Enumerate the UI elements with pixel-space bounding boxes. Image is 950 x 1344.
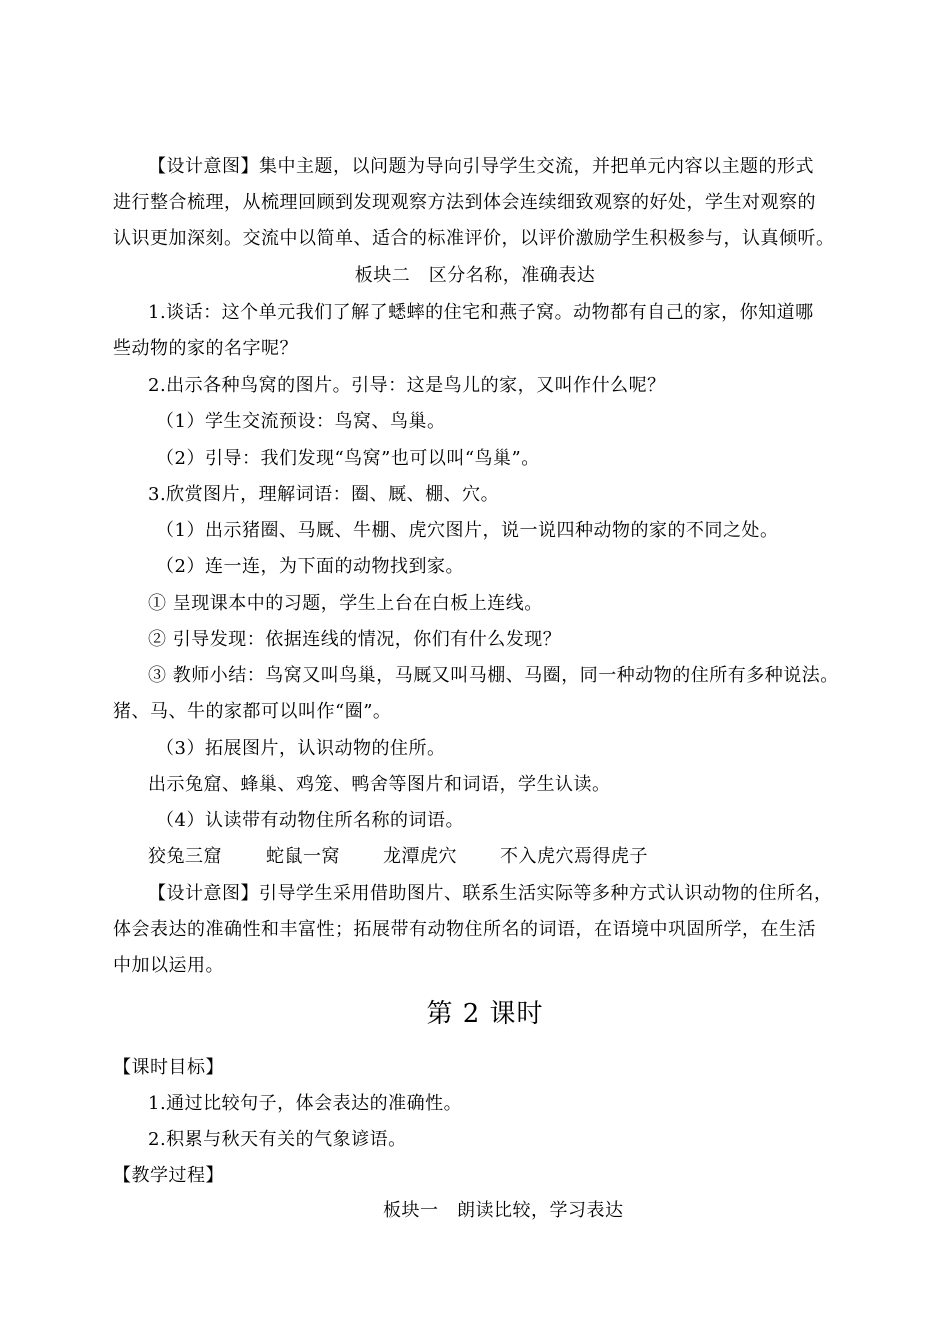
idiom: 不入虎穴焉得虎子: [500, 846, 648, 867]
step-2: 2.出示各种鸟窝的图片。引导：这是鸟儿的家，又叫作什么呢？: [148, 375, 666, 396]
lesson-goal-1: 1.通过比较句子，体会表达的准确性。: [148, 1093, 463, 1114]
step-1-line-2: 些动物的家的名字呢？: [113, 338, 298, 359]
block-2-heading: 板块二 区分名称，准确表达: [354, 265, 596, 286]
block-1-heading: 板块一 朗读比较，学习表达: [383, 1200, 624, 1221]
step-3-sub-3: （3）拓展图片，认识动物的住所。: [156, 738, 446, 759]
design-intent-1-line-3: 认识更加深刻。交流中以简单、适合的标准评价，以评价激励学生积极参与，认真倾听。: [113, 228, 835, 249]
circled-step-1: ① 呈现课本中的习题，学生上台在白板上连线。: [148, 593, 543, 614]
design-intent-2-line-3: 中加以运用。: [113, 955, 224, 976]
lesson-goals-heading: 【课时目标】: [113, 1057, 224, 1078]
lesson-goal-2: 2.积累与秋天有关的气象谚语。: [148, 1129, 407, 1150]
lesson-2-title: 第 2 课时: [426, 999, 544, 1029]
design-intent-2-line-1: 【设计意图】引导学生采用借助图片、联系生活实际等多种方式认识动物的住所名，: [148, 883, 833, 904]
teaching-process-heading: 【教学过程】: [113, 1165, 224, 1186]
circled-step-2: ② 引导发现：依据连线的情况，你们有什么发现？: [148, 629, 562, 650]
step-2-sub-2: （2）引导：我们发现“鸟窝”也可以叫“鸟巢”。: [156, 448, 540, 469]
step-3: 3.欣赏图片，理解词语：圈、厩、棚、穴。: [148, 484, 500, 505]
design-intent-1-line-2: 进行整合梳理，从梳理回顾到发现观察方法到体会连续细致观察的好处，学生对观察的: [113, 192, 816, 213]
step-2-sub-1: （1）学生交流预设：鸟窝、鸟巢。: [156, 411, 446, 432]
step-3-sub-3-text: 出示兔窟、蜂巢、鸡笼、鸭舍等图片和词语，学生认读。: [148, 774, 611, 795]
step-1-line-1: 1.谈话：这个单元我们了解了蟋蟀的住宅和燕子窝。动物都有自己的家，你知道哪: [148, 302, 814, 323]
step-3-sub-1: （1）出示猪圈、马厩、牛棚、虎穴图片，说一说四种动物的家的不同之处。: [156, 520, 779, 541]
design-intent-1-line-1: 【设计意图】集中主题，以问题为导向引导学生交流，并把单元内容以主题的形式: [148, 156, 814, 177]
idiom: 狡兔三窟: [148, 846, 222, 867]
step-3-sub-4: （4）认读带有动物住所名称的词语。: [156, 810, 464, 831]
step-3-sub-2: （2）连一连，为下面的动物找到家。: [156, 556, 464, 577]
idiom: 蛇鼠一窝: [266, 846, 340, 867]
design-intent-2-line-2: 体会表达的准确性和丰富性；拓展带有动物住所名的词语，在语境中巩固所学，在生活: [113, 919, 816, 940]
idiom: 龙潭虎穴: [383, 846, 457, 867]
idiom-list: [148, 845, 648, 869]
circled-step-3-line-2: 猪、马、牛的家都可以叫作“圈”。: [113, 701, 392, 722]
circled-step-3-line-1: ③ 教师小结：鸟窝又叫鸟巢，马厩又叫马棚、马圈，同一种动物的住所有多种说法。: [148, 665, 839, 686]
